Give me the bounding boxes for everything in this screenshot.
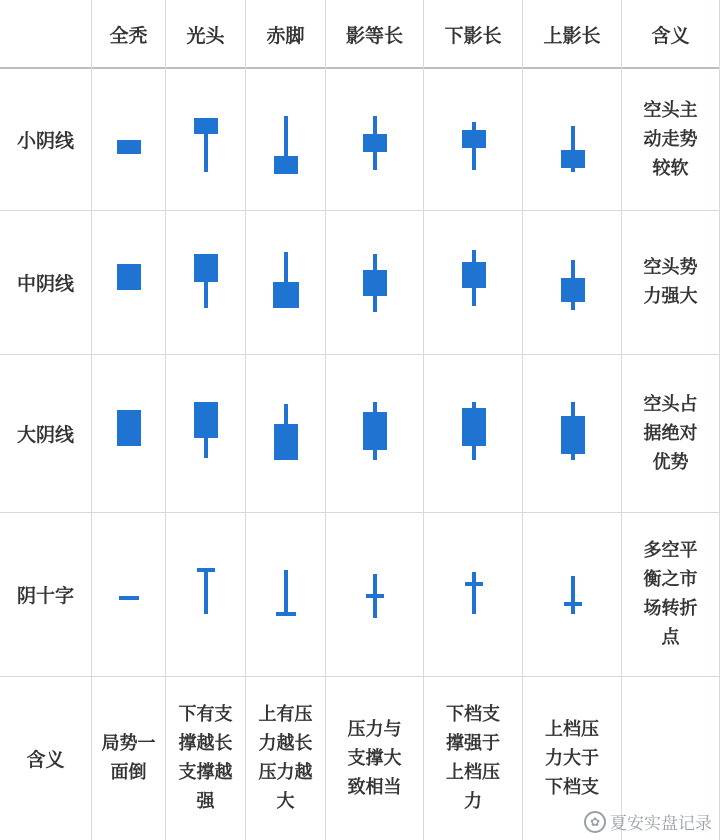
candle-body — [561, 150, 585, 168]
candle-cell — [326, 210, 424, 354]
row-meaning — [622, 68, 720, 210]
candle-body — [273, 282, 299, 308]
candle-wick — [571, 576, 575, 614]
column-header: 影等长 — [326, 0, 424, 68]
candle-cell — [246, 354, 326, 512]
candle-cell — [166, 512, 246, 676]
candlestick-icon — [326, 210, 424, 354]
candle-cell — [523, 354, 622, 512]
candle-cell — [424, 68, 523, 210]
candle-body — [117, 410, 141, 446]
candle-body — [274, 156, 298, 174]
candle-cell — [424, 354, 523, 512]
candle-cell — [326, 512, 424, 676]
candle-body — [564, 602, 582, 606]
column-header: 光头 — [166, 0, 246, 68]
candle-body — [363, 270, 387, 296]
candlestick-icon — [166, 512, 246, 676]
candlestick-icon — [424, 512, 523, 676]
candle-cell — [166, 68, 246, 210]
column-meaning — [92, 676, 166, 840]
candle-wick — [204, 568, 208, 614]
row-label: 阴十字 — [0, 512, 92, 676]
candlestick-icon — [92, 210, 166, 354]
column-meaning — [246, 676, 326, 840]
column-meaning-text: 上档压力大于下档支 — [545, 718, 599, 798]
candle-body — [276, 612, 296, 616]
row-meaning-text: 空头主动走势较软 — [643, 99, 698, 179]
watermark-text: 夏安实盘记录 — [610, 814, 712, 834]
candle-body — [363, 134, 387, 152]
column-meaning — [326, 676, 424, 840]
candle-body — [194, 118, 218, 134]
row-meaning-text: 空头势力强大 — [643, 257, 698, 307]
candle-cell — [246, 512, 326, 676]
candle-cell — [326, 354, 424, 512]
candlestick-icon — [326, 354, 424, 512]
candle-body — [117, 264, 141, 290]
candle-body — [366, 594, 384, 598]
candlestick-icon — [166, 68, 246, 210]
candle-body — [363, 412, 387, 450]
row-meaning-text: 多空平衡之市场转折点 — [643, 540, 698, 648]
row-meaning — [622, 210, 720, 354]
candlestick-icon — [523, 354, 622, 512]
candlestick-icon — [326, 68, 424, 210]
candlestick-icon — [424, 68, 523, 210]
candle-body — [462, 262, 486, 288]
candlestick-icon — [166, 354, 246, 512]
candle-cell — [424, 210, 523, 354]
candlestick-icon — [92, 354, 166, 512]
column-header: 赤脚 — [246, 0, 326, 68]
column-meaning-text: 压力与支撑大致相当 — [347, 718, 402, 798]
candlestick-icon — [166, 210, 246, 354]
column-header: 含义 — [622, 0, 720, 68]
candle-cell — [166, 210, 246, 354]
row-label: 中阴线 — [0, 210, 92, 354]
candle-cell — [166, 354, 246, 512]
candle-body — [561, 278, 585, 302]
candle-cell — [92, 68, 166, 210]
candlestick-icon — [523, 512, 622, 676]
candlestick-icon — [424, 354, 523, 512]
column-header — [0, 0, 92, 68]
candle-body — [465, 582, 483, 586]
candlestick-icon — [92, 68, 166, 210]
row-label: 大阴线 — [0, 354, 92, 512]
wechat-icon: ✿ — [584, 811, 606, 833]
candle-wick — [472, 572, 476, 614]
candlestick-icon — [424, 210, 523, 354]
candle-cell — [523, 210, 622, 354]
candle-cell — [92, 354, 166, 512]
column-meaning — [166, 676, 246, 840]
candlestick-icon — [246, 354, 326, 512]
candlestick-icon — [523, 68, 622, 210]
candle-cell — [523, 512, 622, 676]
row-meaning — [622, 512, 720, 676]
candlestick-icon — [92, 512, 166, 676]
column-header: 上影长 — [523, 0, 622, 68]
candle-cell — [92, 210, 166, 354]
candle-cell — [92, 512, 166, 676]
candle-body — [197, 568, 215, 572]
candle-cell — [326, 68, 424, 210]
candlestick-icon — [326, 512, 424, 676]
column-meaning-text: 下有支撑越长支撑越强 — [178, 704, 233, 812]
candle-cell — [246, 68, 326, 210]
row-meaning-text: 空头占据绝对优势 — [643, 393, 698, 473]
column-meaning — [424, 676, 523, 840]
candle-body — [561, 416, 585, 454]
candle-cell — [246, 210, 326, 354]
row-meaning — [622, 354, 720, 512]
candlestick-icon — [246, 210, 326, 354]
candlestick-icon — [246, 68, 326, 210]
candle-body — [117, 140, 141, 154]
column-meaning-text: 下档支撑强于上档压力 — [446, 704, 500, 812]
candle-body — [462, 130, 486, 148]
watermark — [584, 809, 712, 834]
candle-wick — [284, 570, 288, 616]
candle-body — [274, 424, 298, 460]
candle-body — [194, 402, 218, 438]
candle-cell — [523, 68, 622, 210]
column-meaning-text: 局势一面倒 — [101, 733, 156, 783]
row-label: 含义 — [0, 676, 92, 840]
candle-body — [462, 408, 486, 446]
candlestick-icon — [246, 512, 326, 676]
row-label: 小阴线 — [0, 68, 92, 210]
candle-body — [119, 596, 139, 600]
candle-body — [194, 254, 218, 282]
candle-cell — [424, 512, 523, 676]
column-header: 下影长 — [424, 0, 523, 68]
column-header: 全秃 — [92, 0, 166, 68]
candlestick-icon — [523, 210, 622, 354]
column-meaning-text: 上有压力越长压力越大 — [258, 704, 313, 812]
